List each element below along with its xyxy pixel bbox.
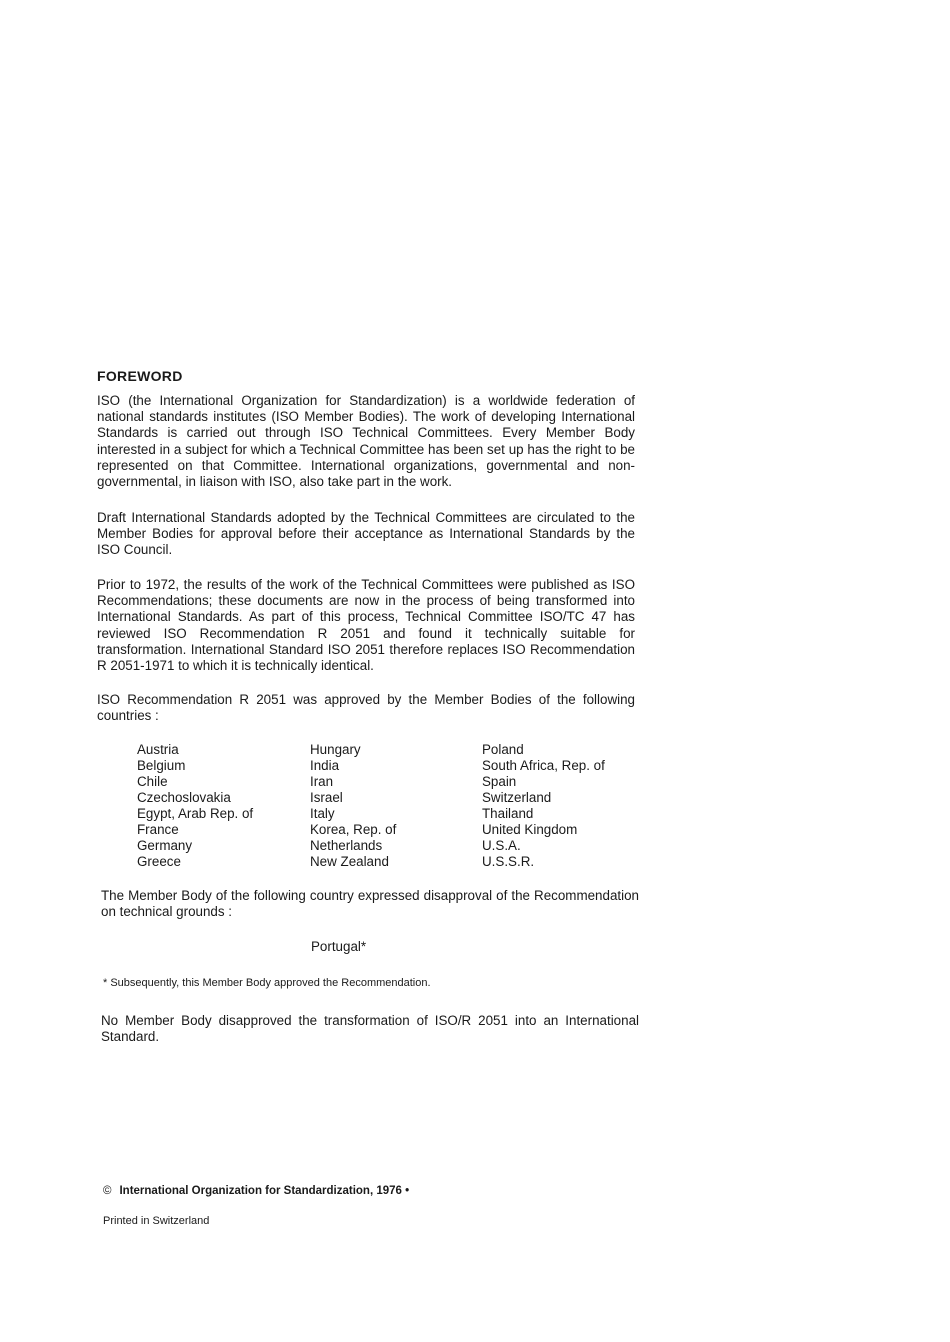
country-item: Austria xyxy=(137,742,179,757)
countries-column-3 xyxy=(482,742,642,870)
country-item: India xyxy=(310,758,340,773)
country-item: Korea, Rep. of xyxy=(310,822,397,837)
foreword-paragraph-2: Draft International Standards adopted by the Technical Committees are circulated to the Member Bodies for approval before their acceptance as International Standards by the ISO Council. xyxy=(97,510,635,558)
country-item: Chile xyxy=(137,774,168,789)
country-item: Belgium xyxy=(137,758,186,773)
foreword-paragraph-3: Prior to 1972, the results of the work of the Technical Committees were published as ISO Recommendations; these documents are now in the process of being transformed into International Standards. As part of this process, Technical Committee ISO/TC 47 has reviewed ISO Recommendation R 2051 and found it technically suitable for transformation. International Standard ISO 2051 therefore replaces ISO Recommendation R 2051-1971 to which it is technically identical. xyxy=(97,577,635,674)
countries-column-2 xyxy=(310,742,482,870)
copyright-line xyxy=(103,1185,409,1197)
country-item: Germany xyxy=(137,838,193,853)
country-item: Hungary xyxy=(310,742,361,757)
printed-in-line: Printed in Switzerland xyxy=(103,1215,210,1227)
country-item: Poland xyxy=(482,742,524,757)
country-item: South Africa, Rep. of xyxy=(482,758,605,773)
foreword-paragraph-6: No Member Body disapproved the transformation of ISO/R 2051 into an International Standard. xyxy=(101,1013,639,1045)
foreword-paragraph-4: ISO Recommendation R 2051 was approved by the Member Bodies of the following countries : xyxy=(97,692,635,724)
country-item: U.S.A. xyxy=(482,838,521,853)
country-item: France xyxy=(137,822,179,837)
country-item: United Kingdom xyxy=(482,822,578,837)
foreword-paragraph-5: The Member Body of the following country expressed disapproval of the Recommendation on technical grounds : xyxy=(101,888,639,920)
disapproving-country: Portugal* xyxy=(311,939,367,954)
countries-column-1 xyxy=(137,742,310,870)
country-item: New Zealand xyxy=(310,854,389,869)
country-item: Czechoslovakia xyxy=(137,790,231,805)
copyright-symbol: © xyxy=(103,1185,112,1197)
country-item: Israel xyxy=(310,790,343,805)
country-item: Spain xyxy=(482,774,517,789)
country-item: Greece xyxy=(137,854,181,869)
country-item: Switzerland xyxy=(482,790,552,805)
foreword-heading: FOREWORD xyxy=(97,368,183,384)
footnote: * Subsequently, this Member Body approved the Recommendation. xyxy=(103,977,431,989)
approving-countries-list xyxy=(137,742,642,870)
country-item: Iran xyxy=(310,774,334,789)
country-item: Netherlands xyxy=(310,838,383,853)
country-item: Italy xyxy=(310,806,335,821)
country-item: U.S.S.R. xyxy=(482,854,535,869)
copyright-text: International Organization for Standardization, 1976 • xyxy=(119,1185,410,1197)
country-item: Egypt, Arab Rep. of xyxy=(137,806,254,821)
country-item: Thailand xyxy=(482,806,534,821)
foreword-paragraph-1: ISO (the International Organization for Standardization) is a worldwide federation of national standards institutes (ISO Member Bodies). The work of developing International Standards is carried out through ISO Technical Committees. Every Member Body interested in a subject for which a Technical Committee has been set up has the right to be represented on that Committee. International organizations, governmental and non-governmental, in liaison with ISO, also take part in the work. xyxy=(97,393,635,490)
